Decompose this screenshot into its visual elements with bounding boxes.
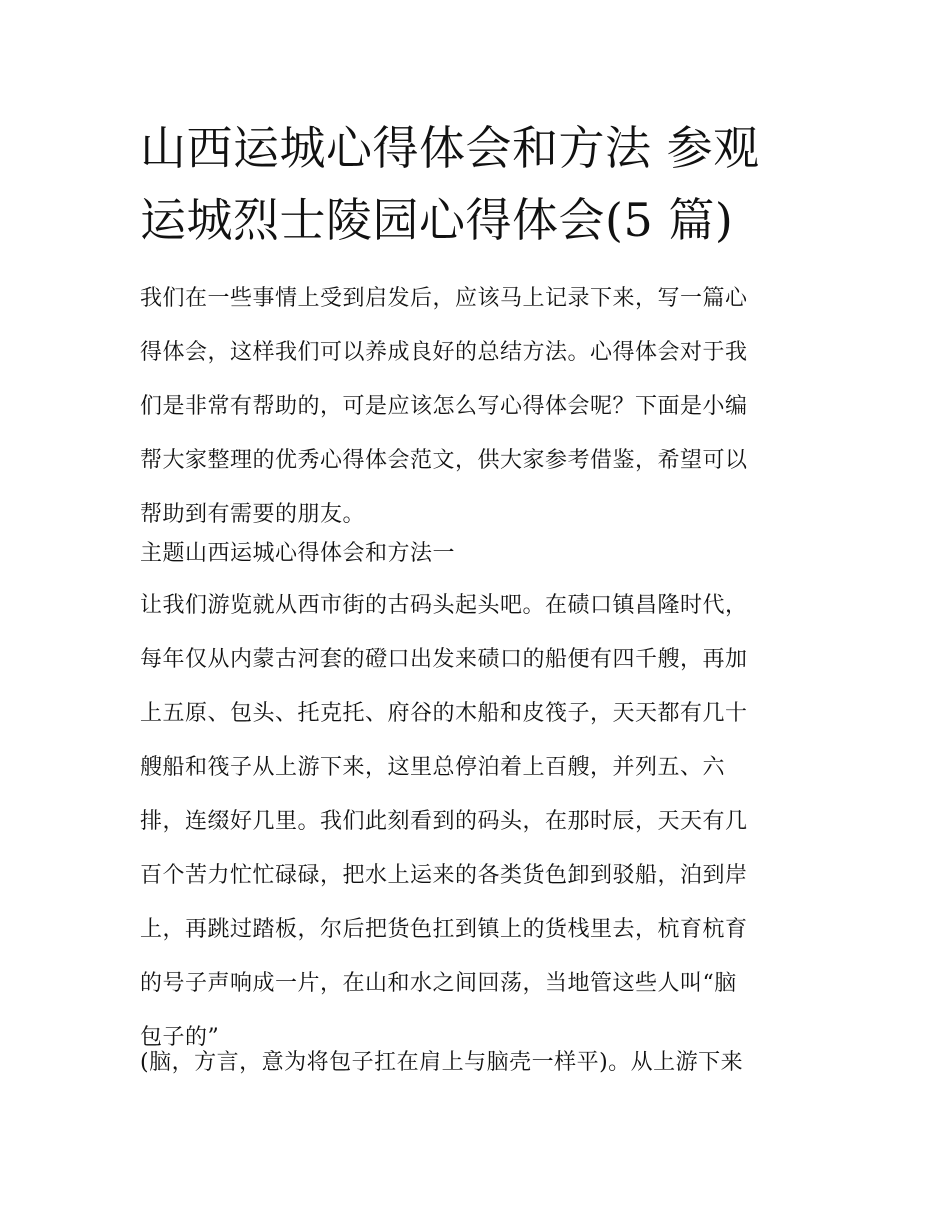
text-line: 包子的” xyxy=(140,1025,220,1050)
text-line: 的号子声响成一片，在山和水之间回荡，当地管这些人叫“脑 xyxy=(140,971,737,996)
body-paragraph xyxy=(140,579,815,1065)
text-line: 让我们游览就从西市街的古码头起头吧。在碛口镇昌隆时代， xyxy=(140,593,748,618)
text-line: 们是非常有帮助的，可是应该怎么写心得体会呢？下面是小编 xyxy=(140,394,748,419)
text-line: 帮助到有需要的朋友。 xyxy=(140,502,366,527)
text-line: 排，连缀好几里。我们此刻看到的码头，在那时辰，天天有几 xyxy=(140,809,748,834)
title-line: 山西运城心得体会和方法 参观 xyxy=(140,121,760,175)
body-paragraph xyxy=(140,1036,815,1090)
text-line: 百个苦力忙忙碌碌，把水上运来的各类货色卸到驳船，泊到岸 xyxy=(140,863,748,888)
text-line: 帮大家整理的优秀心得体会范文，供大家参考借鉴，希望可以 xyxy=(140,448,748,473)
section-heading-text: 主题山西运城心得体会和方法一 xyxy=(140,541,456,566)
text-line: 上五原、包头、托克托、府谷的木船和皮筏子，天天都有几十 xyxy=(140,701,748,726)
text-line: 艘船和筏子从上游下来，这里总停泊着上百艘，并列五、六 xyxy=(140,755,726,780)
text-line: 上，再跳过踏板，尔后把货色扛到镇上的货栈里去，杭育杭育 xyxy=(140,917,748,942)
section-heading xyxy=(140,527,815,581)
intro-paragraph xyxy=(140,272,815,542)
text-line: (脑，方言，意为将包子扛在肩上与脑壳一样平)。从上游下来 xyxy=(140,1050,744,1075)
text-line: 得体会，这样我们可以养成良好的总结方法。心得体会对于我 xyxy=(140,340,748,365)
title-line: 运城烈士陵园心得体会(5 篇) xyxy=(140,193,734,247)
text-line: 我们在一些事情上受到启发后，应该马上记录下来，写一篇心 xyxy=(140,286,748,311)
text-line: 每年仅从内蒙古河套的磴口出发来碛口的船便有四千艘，再加 xyxy=(140,647,748,672)
document-title xyxy=(140,112,815,256)
